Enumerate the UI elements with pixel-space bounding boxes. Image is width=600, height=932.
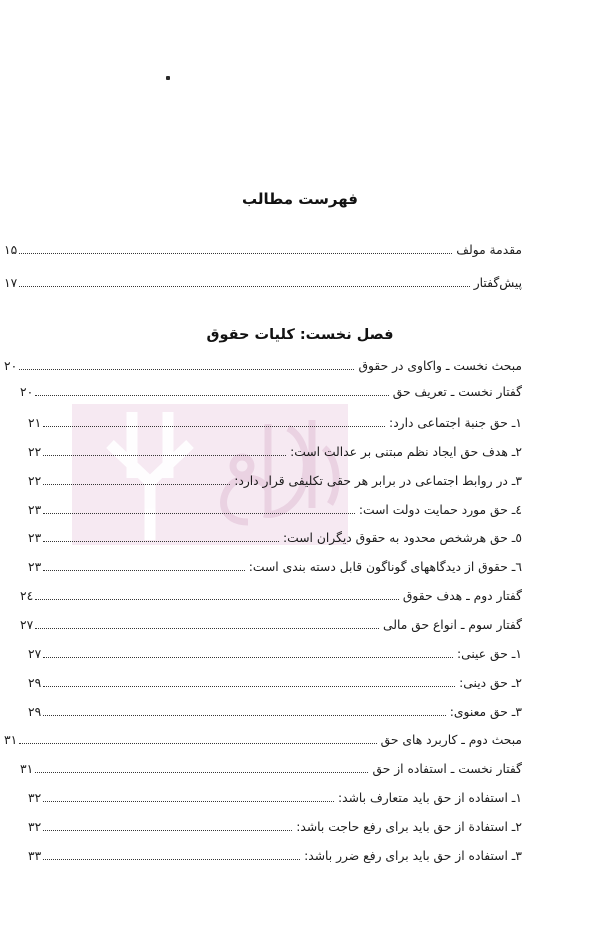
toc-entry-4[interactable] [28,475,522,489]
toc-entry-front-1[interactable] [4,277,522,291]
toc-entry-11[interactable] [28,677,522,691]
toc-entry-label: پیش‌گفتار [473,276,522,290]
toc-entry-page: ۲۰ [20,385,34,399]
toc-entry-15[interactable] [28,792,522,806]
toc-entry-page: ۳۲ [28,791,42,805]
toc-entry-label: ۱ـ حق عینی: [456,647,522,661]
dot-leader [19,252,452,254]
dot-leader [19,285,470,287]
toc-entry-14[interactable] [20,763,522,777]
toc-entry-page: ۱۵ [4,243,18,257]
toc-entry-label: ٤ـ حق مورد حمایت دولت است: [358,503,522,517]
dot-leader [19,742,376,744]
dot-leader [19,368,354,370]
dot-leader [43,800,334,802]
dot-leader [43,540,279,542]
dot-leader [35,771,368,773]
dot-leader [43,685,455,687]
toc-entry-page: ۲۷ [28,647,42,661]
toc-entry-1[interactable] [20,386,522,400]
toc-entry-8[interactable] [20,590,522,604]
toc-entry-label: گفتار دوم ـ هدف حقوق [402,589,522,603]
toc-entry-label: ۲ـ استفادة از حق باید برای رفع حاجت باشد: [296,820,522,834]
toc-entry-16[interactable] [28,821,522,835]
toc-entry-label: ۱ـ حق جنبة اجتماعی دارد: [389,416,522,430]
toc-entry-2[interactable] [28,417,522,431]
toc-entry-page: ۲۲ [28,474,42,488]
toc-entry-label: گفتار سوم ـ انواع حق مالی [382,618,522,632]
dot-leader [43,454,286,456]
toc-entry-label: مقدمة مولف [456,243,522,257]
toc-entry-page: ۲۰ [4,359,18,373]
page-title: فهرست مطالب [242,190,358,208]
toc-entry-7[interactable] [28,561,522,575]
toc-entry-label: مبحث دوم ـ کاربرد های حق [380,733,522,747]
toc-entry-label: گفتار نخست ـ استفاده از حق [372,762,522,776]
dot-leader [43,858,300,860]
toc-entry-label: ٦ـ حقوق از دیدگاههای گوناگون قابل دسته بندی است: [248,560,522,574]
toc-entry-page: ۲۳ [28,531,42,545]
dot-leader [43,656,453,658]
toc-entry-page: ۲۹ [28,705,42,719]
chapter-heading: فصل نخست: کلیات حقوق [206,327,394,343]
toc-entry-5[interactable] [28,504,522,518]
toc-entry-page: ۳۳ [28,849,42,863]
toc-entry-page: ۲۷ [20,618,34,632]
toc-entry-label: ۲ـ حق دینی: [459,676,522,690]
toc-entry-page: ۲۳ [28,503,42,517]
toc-entry-page: ۲۱ [28,416,42,430]
toc-entry-label: ۳ـ در روابط اجتماعی در برابر هر حقی تکلیفی قرار دارد: [234,474,522,488]
toc-entry-3[interactable] [28,446,522,460]
dot-leader [43,483,230,485]
toc-entry-9[interactable] [20,619,522,633]
dot-leader [43,512,355,514]
toc-entry-page: ۳۱ [4,733,18,747]
toc-entry-6[interactable] [28,532,522,546]
toc-entry-label: ۲ـ هدف حق ایجاد نظم مبتنی بر عدالت است: [290,445,522,459]
toc-entry-label: ۳ـ استفاده از حق باید برای رفع ضرر باشد: [304,849,522,863]
dot-leader [35,598,399,600]
toc-entry-10[interactable] [28,648,522,662]
toc-entry-17[interactable] [28,850,522,864]
toc-entry-page: ۲۲ [28,445,42,459]
dot-leader [35,394,389,396]
toc-entry-front-0[interactable] [4,244,522,258]
toc-entry-13[interactable] [4,734,522,748]
toc-entry-12[interactable] [28,706,522,720]
toc-entry-0[interactable] [4,360,522,374]
dot-leader [43,425,385,427]
toc-entry-page: ۱۷ [4,276,18,290]
toc-entry-label: مبحث نخست ـ واکاوی در حقوق [358,359,522,373]
toc-entry-page: ۳۱ [20,762,34,776]
toc-entry-label: ٥ـ حق هرشخص محدود به حقوق دیگران است: [283,531,522,545]
toc-entry-label: ۳ـ حق معنوی: [449,705,522,719]
toc-entry-label: ۱ـ استفاده از حق باید متعارف باشد: [338,791,522,805]
toc-entry-page: ۳۲ [28,820,42,834]
toc-entry-page: ۲۳ [28,560,42,574]
toc-entry-page: ۲٤ [20,589,34,603]
toc-entry-label: گفتار نخست ـ تعریف حق [392,385,522,399]
dot-leader [43,829,292,831]
dot-leader [43,569,245,571]
toc-entry-page: ۲۹ [28,676,42,690]
dot-leader [43,714,446,716]
dot-leader [35,627,379,629]
